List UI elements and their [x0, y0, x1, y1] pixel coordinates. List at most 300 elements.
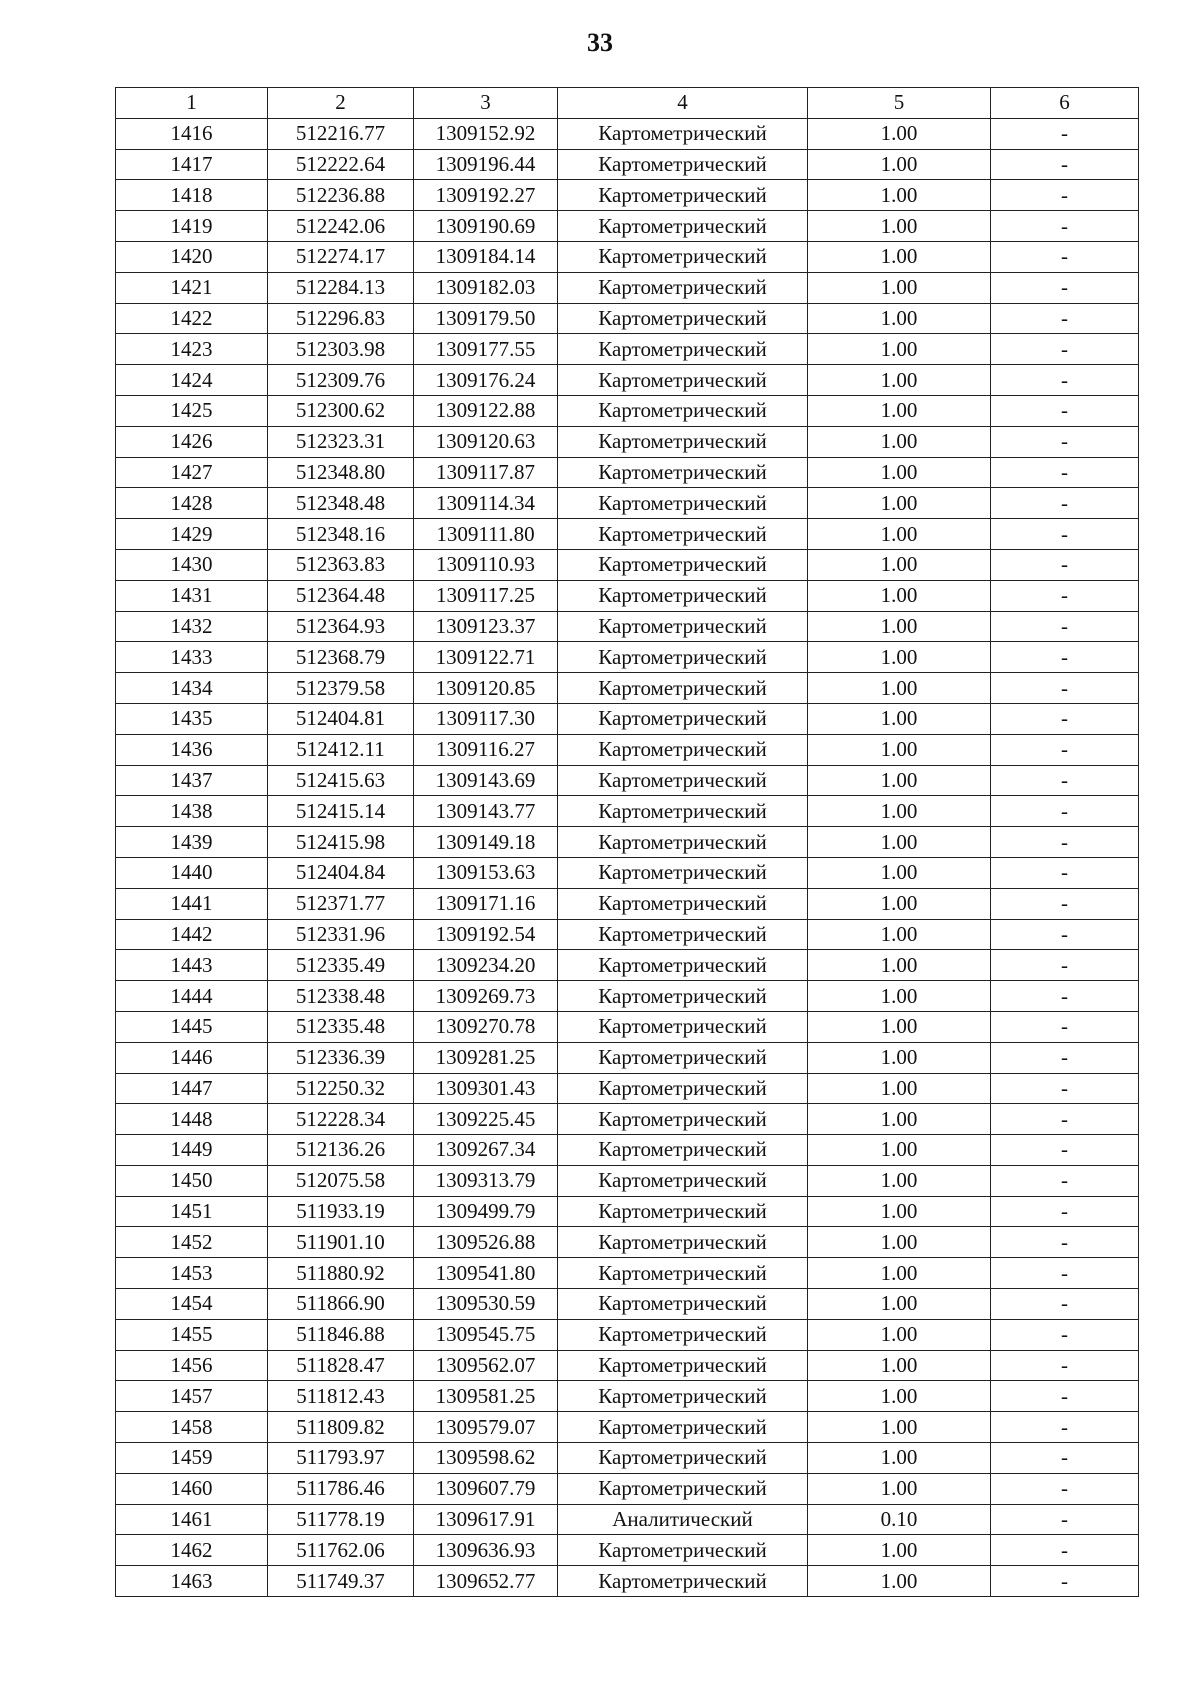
table-row — [116, 457, 1139, 488]
note-cell: - — [991, 180, 1139, 211]
y-coordinate-cell: 1309530.59 — [414, 1289, 558, 1320]
point-number-cell: 1419 — [116, 211, 268, 242]
table-row — [116, 549, 1139, 580]
accuracy-cell: 1.00 — [808, 1535, 991, 1566]
method-cell: Картометрический — [558, 950, 808, 981]
x-coordinate-cell: 511828.47 — [268, 1350, 414, 1381]
accuracy-cell: 1.00 — [808, 1135, 991, 1166]
accuracy-cell: 1.00 — [808, 1443, 991, 1474]
x-coordinate-cell: 512371.77 — [268, 888, 414, 919]
accuracy-cell: 1.00 — [808, 1042, 991, 1073]
x-coordinate-cell: 512338.48 — [268, 981, 414, 1012]
method-cell: Картометрический — [558, 118, 808, 149]
method-cell: Картометрический — [558, 1535, 808, 1566]
accuracy-cell: 1.00 — [808, 457, 991, 488]
x-coordinate-cell: 512348.48 — [268, 488, 414, 519]
point-number-cell: 1424 — [116, 365, 268, 396]
y-coordinate-cell: 1309607.79 — [414, 1473, 558, 1504]
note-cell: - — [991, 857, 1139, 888]
table-row — [116, 395, 1139, 426]
note-cell: - — [991, 488, 1139, 519]
x-coordinate-cell: 512274.17 — [268, 241, 414, 272]
point-number-cell: 1463 — [116, 1566, 268, 1597]
y-coordinate-cell: 1309117.25 — [414, 580, 558, 611]
table-row — [116, 642, 1139, 673]
x-coordinate-cell: 511749.37 — [268, 1566, 414, 1597]
note-cell: - — [991, 457, 1139, 488]
point-number-cell: 1444 — [116, 981, 268, 1012]
note-cell: - — [991, 919, 1139, 950]
note-cell: - — [991, 395, 1139, 426]
y-coordinate-cell: 1309122.71 — [414, 642, 558, 673]
y-coordinate-cell: 1309117.87 — [414, 457, 558, 488]
point-number-cell: 1423 — [116, 334, 268, 365]
point-number-cell: 1440 — [116, 857, 268, 888]
accuracy-cell: 1.00 — [808, 734, 991, 765]
accuracy-cell: 1.00 — [808, 180, 991, 211]
x-coordinate-cell: 512364.48 — [268, 580, 414, 611]
point-number-cell: 1420 — [116, 241, 268, 272]
y-coordinate-cell: 1309123.37 — [414, 611, 558, 642]
table-row — [116, 796, 1139, 827]
note-cell: - — [991, 611, 1139, 642]
table-row — [116, 303, 1139, 334]
method-cell: Картометрический — [558, 796, 808, 827]
note-cell: - — [991, 1504, 1139, 1535]
table-row — [116, 1227, 1139, 1258]
note-cell: - — [991, 796, 1139, 827]
method-cell: Картометрический — [558, 1165, 808, 1196]
method-cell: Картометрический — [558, 888, 808, 919]
note-cell: - — [991, 950, 1139, 981]
y-coordinate-cell: 1309579.07 — [414, 1412, 558, 1443]
table-row — [116, 827, 1139, 858]
note-cell: - — [991, 827, 1139, 858]
table-row — [116, 919, 1139, 950]
x-coordinate-cell: 512412.11 — [268, 734, 414, 765]
method-cell: Картометрический — [558, 1227, 808, 1258]
y-coordinate-cell: 1309526.88 — [414, 1227, 558, 1258]
x-coordinate-cell: 512303.98 — [268, 334, 414, 365]
point-number-cell: 1441 — [116, 888, 268, 919]
table-row — [116, 673, 1139, 704]
note-cell: - — [991, 549, 1139, 580]
method-cell: Картометрический — [558, 1443, 808, 1474]
accuracy-cell: 1.00 — [808, 888, 991, 919]
table-row — [116, 426, 1139, 457]
table-row — [116, 1381, 1139, 1412]
table-row — [116, 180, 1139, 211]
column-header: 3 — [414, 88, 558, 119]
column-header: 2 — [268, 88, 414, 119]
accuracy-cell: 1.00 — [808, 149, 991, 180]
point-number-cell: 1461 — [116, 1504, 268, 1535]
accuracy-cell: 1.00 — [808, 796, 991, 827]
method-cell: Картометрический — [558, 1412, 808, 1443]
y-coordinate-cell: 1309122.88 — [414, 395, 558, 426]
y-coordinate-cell: 1309617.91 — [414, 1504, 558, 1535]
note-cell: - — [991, 1566, 1139, 1597]
table-row — [116, 950, 1139, 981]
x-coordinate-cell: 512404.84 — [268, 857, 414, 888]
x-coordinate-cell: 512335.48 — [268, 1011, 414, 1042]
x-coordinate-cell: 511846.88 — [268, 1319, 414, 1350]
x-coordinate-cell: 512331.96 — [268, 919, 414, 950]
accuracy-cell: 1.00 — [808, 950, 991, 981]
y-coordinate-cell: 1309192.27 — [414, 180, 558, 211]
point-number-cell: 1447 — [116, 1073, 268, 1104]
accuracy-cell: 1.00 — [808, 1258, 991, 1289]
x-coordinate-cell: 512415.14 — [268, 796, 414, 827]
point-number-cell: 1435 — [116, 703, 268, 734]
y-coordinate-cell: 1309541.80 — [414, 1258, 558, 1289]
x-coordinate-cell: 512379.58 — [268, 673, 414, 704]
note-cell: - — [991, 1135, 1139, 1166]
point-number-cell: 1438 — [116, 796, 268, 827]
y-coordinate-cell: 1309177.55 — [414, 334, 558, 365]
method-cell: Картометрический — [558, 180, 808, 211]
table-row — [116, 118, 1139, 149]
y-coordinate-cell: 1309545.75 — [414, 1319, 558, 1350]
table-row — [116, 1473, 1139, 1504]
point-number-cell: 1439 — [116, 827, 268, 858]
note-cell: - — [991, 765, 1139, 796]
accuracy-cell: 0.10 — [808, 1504, 991, 1535]
method-cell: Картометрический — [558, 981, 808, 1012]
y-coordinate-cell: 1309270.78 — [414, 1011, 558, 1042]
method-cell: Картометрический — [558, 1381, 808, 1412]
note-cell: - — [991, 1443, 1139, 1474]
note-cell: - — [991, 1535, 1139, 1566]
table-row — [116, 765, 1139, 796]
accuracy-cell: 1.00 — [808, 642, 991, 673]
method-cell: Картометрический — [558, 1196, 808, 1227]
method-cell: Картометрический — [558, 149, 808, 180]
point-number-cell: 1456 — [116, 1350, 268, 1381]
method-cell: Картометрический — [558, 642, 808, 673]
point-number-cell: 1453 — [116, 1258, 268, 1289]
accuracy-cell: 1.00 — [808, 1412, 991, 1443]
accuracy-cell: 1.00 — [808, 1381, 991, 1412]
table-row — [116, 211, 1139, 242]
x-coordinate-cell: 512368.79 — [268, 642, 414, 673]
note-cell: - — [991, 1258, 1139, 1289]
x-coordinate-cell: 512364.93 — [268, 611, 414, 642]
y-coordinate-cell: 1309192.54 — [414, 919, 558, 950]
method-cell: Картометрический — [558, 395, 808, 426]
point-number-cell: 1448 — [116, 1104, 268, 1135]
table-row — [116, 703, 1139, 734]
y-coordinate-cell: 1309281.25 — [414, 1042, 558, 1073]
note-cell: - — [991, 642, 1139, 673]
note-cell: - — [991, 1289, 1139, 1320]
x-coordinate-cell: 512363.83 — [268, 549, 414, 580]
x-coordinate-cell: 511793.97 — [268, 1443, 414, 1474]
y-coordinate-cell: 1309313.79 — [414, 1165, 558, 1196]
note-cell: - — [991, 1104, 1139, 1135]
method-cell: Картометрический — [558, 1350, 808, 1381]
y-coordinate-cell: 1309110.93 — [414, 549, 558, 580]
x-coordinate-cell: 511866.90 — [268, 1289, 414, 1320]
method-cell: Картометрический — [558, 365, 808, 396]
y-coordinate-cell: 1309301.43 — [414, 1073, 558, 1104]
method-cell: Картометрический — [558, 1073, 808, 1104]
table-row — [116, 1289, 1139, 1320]
table-body — [116, 118, 1139, 1596]
accuracy-cell: 1.00 — [808, 1165, 991, 1196]
y-coordinate-cell: 1309184.14 — [414, 241, 558, 272]
accuracy-cell: 1.00 — [808, 1289, 991, 1320]
x-coordinate-cell: 511786.46 — [268, 1473, 414, 1504]
accuracy-cell: 1.00 — [808, 580, 991, 611]
x-coordinate-cell: 512404.81 — [268, 703, 414, 734]
table-row — [116, 1504, 1139, 1535]
table-row — [116, 1104, 1139, 1135]
method-cell: Картометрический — [558, 303, 808, 334]
method-cell: Картометрический — [558, 488, 808, 519]
point-number-cell: 1418 — [116, 180, 268, 211]
accuracy-cell: 1.00 — [808, 519, 991, 550]
note-cell: - — [991, 1473, 1139, 1504]
table-row — [116, 1196, 1139, 1227]
table-row — [116, 1566, 1139, 1597]
x-coordinate-cell: 512228.34 — [268, 1104, 414, 1135]
note-cell: - — [991, 1381, 1139, 1412]
x-coordinate-cell: 511933.19 — [268, 1196, 414, 1227]
point-number-cell: 1455 — [116, 1319, 268, 1350]
accuracy-cell: 1.00 — [808, 673, 991, 704]
method-cell: Картометрический — [558, 765, 808, 796]
y-coordinate-cell: 1309234.20 — [414, 950, 558, 981]
method-cell: Картометрический — [558, 549, 808, 580]
method-cell: Картометрический — [558, 426, 808, 457]
table-row — [116, 1258, 1139, 1289]
y-coordinate-cell: 1309196.44 — [414, 149, 558, 180]
point-number-cell: 1427 — [116, 457, 268, 488]
table-row — [116, 734, 1139, 765]
y-coordinate-cell: 1309269.73 — [414, 981, 558, 1012]
accuracy-cell: 1.00 — [808, 211, 991, 242]
y-coordinate-cell: 1309120.63 — [414, 426, 558, 457]
y-coordinate-cell: 1309581.25 — [414, 1381, 558, 1412]
method-cell: Картометрический — [558, 1011, 808, 1042]
x-coordinate-cell: 512136.26 — [268, 1135, 414, 1166]
method-cell: Картометрический — [558, 611, 808, 642]
point-number-cell: 1449 — [116, 1135, 268, 1166]
x-coordinate-cell: 511809.82 — [268, 1412, 414, 1443]
point-number-cell: 1426 — [116, 426, 268, 457]
accuracy-cell: 1.00 — [808, 303, 991, 334]
y-coordinate-cell: 1309176.24 — [414, 365, 558, 396]
y-coordinate-cell: 1309120.85 — [414, 673, 558, 704]
accuracy-cell: 1.00 — [808, 919, 991, 950]
point-number-cell: 1457 — [116, 1381, 268, 1412]
point-number-cell: 1458 — [116, 1412, 268, 1443]
method-cell: Картометрический — [558, 1104, 808, 1135]
accuracy-cell: 1.00 — [808, 118, 991, 149]
y-coordinate-cell: 1309182.03 — [414, 272, 558, 303]
point-number-cell: 1443 — [116, 950, 268, 981]
table-row — [116, 981, 1139, 1012]
note-cell: - — [991, 703, 1139, 734]
note-cell: - — [991, 1042, 1139, 1073]
note-cell: - — [991, 1011, 1139, 1042]
method-cell: Картометрический — [558, 1319, 808, 1350]
point-number-cell: 1446 — [116, 1042, 268, 1073]
y-coordinate-cell: 1309152.92 — [414, 118, 558, 149]
column-header: 1 — [116, 88, 268, 119]
y-coordinate-cell: 1309153.63 — [414, 857, 558, 888]
accuracy-cell: 1.00 — [808, 1319, 991, 1350]
x-coordinate-cell: 511901.10 — [268, 1227, 414, 1258]
method-cell: Картометрический — [558, 580, 808, 611]
y-coordinate-cell: 1309225.45 — [414, 1104, 558, 1135]
x-coordinate-cell: 511762.06 — [268, 1535, 414, 1566]
table-row — [116, 611, 1139, 642]
point-number-cell: 1422 — [116, 303, 268, 334]
accuracy-cell: 1.00 — [808, 241, 991, 272]
x-coordinate-cell: 512075.58 — [268, 1165, 414, 1196]
y-coordinate-cell: 1309499.79 — [414, 1196, 558, 1227]
x-coordinate-cell: 512336.39 — [268, 1042, 414, 1073]
point-number-cell: 1442 — [116, 919, 268, 950]
point-number-cell: 1421 — [116, 272, 268, 303]
x-coordinate-cell: 512222.64 — [268, 149, 414, 180]
y-coordinate-cell: 1309116.27 — [414, 734, 558, 765]
accuracy-cell: 1.00 — [808, 1473, 991, 1504]
x-coordinate-cell: 512415.98 — [268, 827, 414, 858]
x-coordinate-cell: 512335.49 — [268, 950, 414, 981]
method-cell: Картометрический — [558, 457, 808, 488]
note-cell: - — [991, 211, 1139, 242]
note-cell: - — [991, 272, 1139, 303]
table-row — [116, 365, 1139, 396]
note-cell: - — [991, 1165, 1139, 1196]
table-row — [116, 1443, 1139, 1474]
point-number-cell: 1432 — [116, 611, 268, 642]
x-coordinate-cell: 512284.13 — [268, 272, 414, 303]
method-cell: Аналитический — [558, 1504, 808, 1535]
table-row — [116, 1073, 1139, 1104]
point-number-cell: 1433 — [116, 642, 268, 673]
note-cell: - — [991, 519, 1139, 550]
note-cell: - — [991, 580, 1139, 611]
note-cell: - — [991, 365, 1139, 396]
point-number-cell: 1430 — [116, 549, 268, 580]
x-coordinate-cell: 512300.62 — [268, 395, 414, 426]
note-cell: - — [991, 1350, 1139, 1381]
x-coordinate-cell: 511880.92 — [268, 1258, 414, 1289]
note-cell: - — [991, 118, 1139, 149]
method-cell: Картометрический — [558, 1258, 808, 1289]
accuracy-cell: 1.00 — [808, 272, 991, 303]
y-coordinate-cell: 1309179.50 — [414, 303, 558, 334]
note-cell: - — [991, 241, 1139, 272]
point-number-cell: 1450 — [116, 1165, 268, 1196]
method-cell: Картометрический — [558, 827, 808, 858]
accuracy-cell: 1.00 — [808, 703, 991, 734]
y-coordinate-cell: 1309598.62 — [414, 1443, 558, 1474]
table-row — [116, 519, 1139, 550]
point-number-cell: 1417 — [116, 149, 268, 180]
note-cell: - — [991, 303, 1139, 334]
accuracy-cell: 1.00 — [808, 488, 991, 519]
table-row — [116, 1319, 1139, 1350]
point-number-cell: 1429 — [116, 519, 268, 550]
y-coordinate-cell: 1309267.34 — [414, 1135, 558, 1166]
method-cell: Картометрический — [558, 211, 808, 242]
table-row — [116, 1135, 1139, 1166]
table-row — [116, 1011, 1139, 1042]
point-number-cell: 1436 — [116, 734, 268, 765]
x-coordinate-cell: 512296.83 — [268, 303, 414, 334]
column-header: 6 — [991, 88, 1139, 119]
method-cell: Картометрический — [558, 703, 808, 734]
y-coordinate-cell: 1309190.69 — [414, 211, 558, 242]
method-cell: Картометрический — [558, 1289, 808, 1320]
table-row — [116, 1350, 1139, 1381]
accuracy-cell: 1.00 — [808, 365, 991, 396]
y-coordinate-cell: 1309143.69 — [414, 765, 558, 796]
method-cell: Картометрический — [558, 734, 808, 765]
accuracy-cell: 1.00 — [808, 549, 991, 580]
note-cell: - — [991, 334, 1139, 365]
table-row — [116, 1535, 1139, 1566]
y-coordinate-cell: 1309171.16 — [414, 888, 558, 919]
point-number-cell: 1431 — [116, 580, 268, 611]
x-coordinate-cell: 512415.63 — [268, 765, 414, 796]
note-cell: - — [991, 1319, 1139, 1350]
coordinates-table — [115, 87, 1139, 1597]
accuracy-cell: 1.00 — [808, 1196, 991, 1227]
table-header-row — [116, 88, 1139, 119]
accuracy-cell: 1.00 — [808, 1227, 991, 1258]
x-coordinate-cell: 511778.19 — [268, 1504, 414, 1535]
point-number-cell: 1460 — [116, 1473, 268, 1504]
method-cell: Картометрический — [558, 334, 808, 365]
point-number-cell: 1454 — [116, 1289, 268, 1320]
note-cell: - — [991, 1227, 1139, 1258]
accuracy-cell: 1.00 — [808, 827, 991, 858]
x-coordinate-cell: 512309.76 — [268, 365, 414, 396]
point-number-cell: 1452 — [116, 1227, 268, 1258]
method-cell: Картометрический — [558, 1042, 808, 1073]
note-cell: - — [991, 1196, 1139, 1227]
table-row — [116, 1412, 1139, 1443]
note-cell: - — [991, 149, 1139, 180]
accuracy-cell: 1.00 — [808, 857, 991, 888]
table-row — [116, 888, 1139, 919]
accuracy-cell: 1.00 — [808, 1566, 991, 1597]
point-number-cell: 1428 — [116, 488, 268, 519]
note-cell: - — [991, 1412, 1139, 1443]
accuracy-cell: 1.00 — [808, 426, 991, 457]
x-coordinate-cell: 511812.43 — [268, 1381, 414, 1412]
method-cell: Картометрический — [558, 272, 808, 303]
accuracy-cell: 1.00 — [808, 611, 991, 642]
note-cell: - — [991, 1073, 1139, 1104]
table-row — [116, 241, 1139, 272]
method-cell: Картометрический — [558, 857, 808, 888]
point-number-cell: 1451 — [116, 1196, 268, 1227]
accuracy-cell: 1.00 — [808, 395, 991, 426]
accuracy-cell: 1.00 — [808, 1104, 991, 1135]
y-coordinate-cell: 1309114.34 — [414, 488, 558, 519]
method-cell: Картометрический — [558, 241, 808, 272]
x-coordinate-cell: 512348.16 — [268, 519, 414, 550]
table-row — [116, 857, 1139, 888]
note-cell: - — [991, 981, 1139, 1012]
